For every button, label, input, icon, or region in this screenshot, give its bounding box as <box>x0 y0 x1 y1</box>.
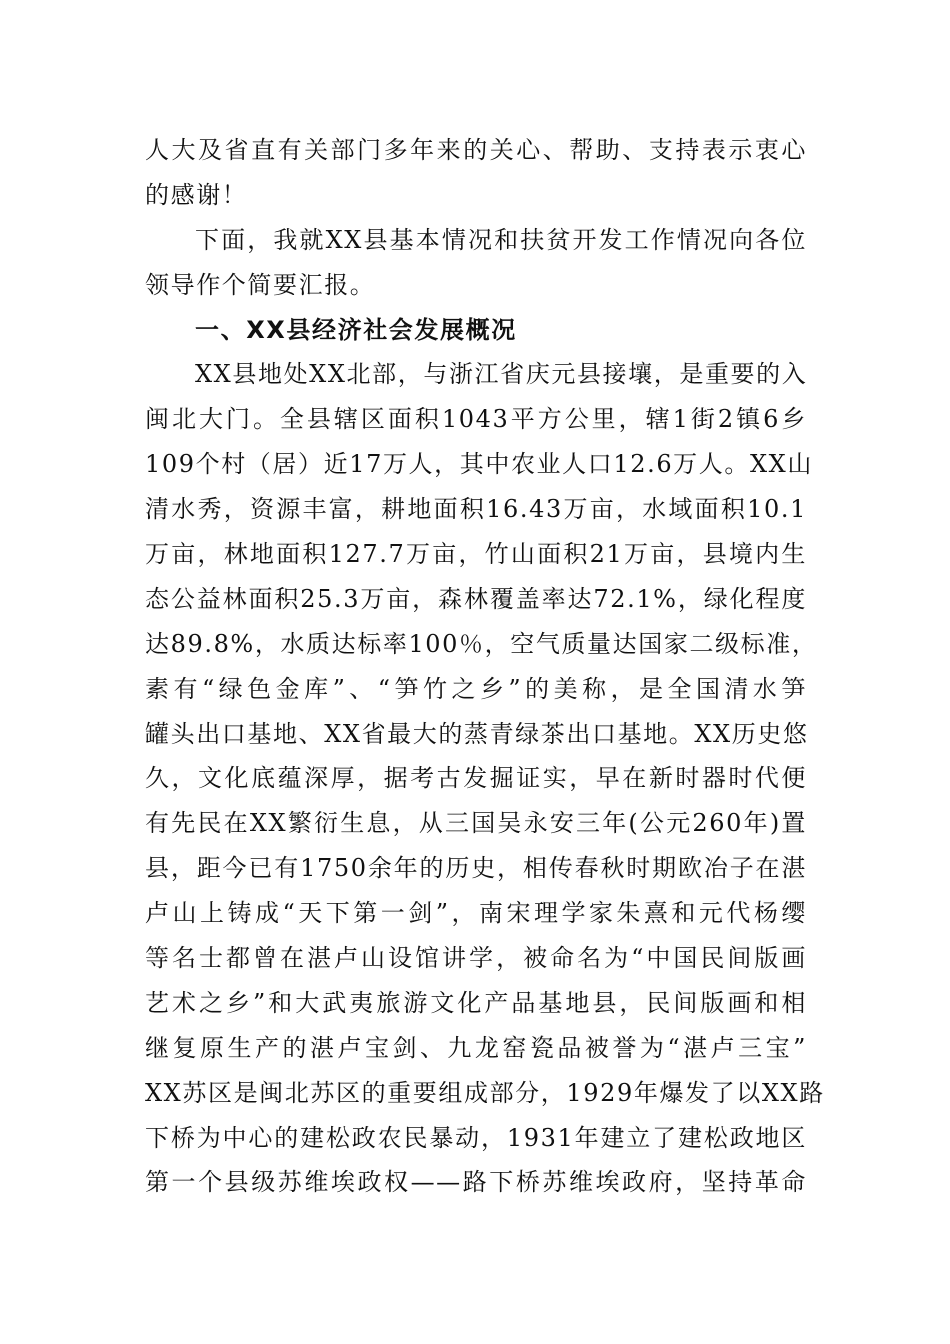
text-line: XX苏区是闽北苏区的重要组成部分，1929年爆发了以XX路 <box>145 1078 825 1107</box>
text-line: 清水秀，资源丰富，耕地面积16.43万亩，水域面积10.1 <box>145 495 807 524</box>
text-line: 的感谢！ <box>145 180 248 209</box>
text-line: 万亩，林地面积127.7万亩，竹山面积21万亩，县境内生 <box>145 540 807 569</box>
paragraph-start-line: 下面，我就XX县基本情况和扶贫开发工作情况向各位 <box>195 225 807 254</box>
text-line: 第一个县级苏维埃政权——路下桥苏维埃政府，坚持革命 <box>145 1168 807 1197</box>
section-heading: 一、XX县经济社会发展概况 <box>195 315 517 344</box>
text-line: 卢山上铸成“天下第一剑”，南宋理学家朱熹和元代杨缨 <box>145 899 807 928</box>
text-line: 下桥为中心的建松政农民暴动，1931年建立了建松政地区 <box>145 1123 807 1152</box>
text-line: 等名士都曾在湛卢山设馆讲学，被命名为“中国民间版画 <box>145 944 807 973</box>
text-line: 闽北大门。全县辖区面积1043平方公里，辖1街2镇6乡 <box>145 405 807 434</box>
text-line: 人大及省直有关部门多年来的关心、帮助、支持表示衷心 <box>145 136 807 164</box>
text-line: 县，距今已有1750余年的历史，相传春秋时期欧冶子在湛 <box>145 854 807 883</box>
text-line: 有先民在XX繁衍生息，从三国吴永安三年(公元260年)置 <box>145 809 807 838</box>
text-line: 久，文化底蕴深厚，据考古发掘证实，早在新时器时代便 <box>145 764 807 793</box>
paragraph-start-line: XX县地处XX北部，与浙江省庆元县接壤，是重要的入 <box>195 360 808 389</box>
body-text <box>145 128 825 1205</box>
text-line: 继复原生产的湛卢宝剑、九龙窑瓷品被誉为“湛卢三宝” <box>145 1033 807 1062</box>
text-line: 素有“绿色金库”、“笋竹之乡”的美称，是全国清水笋 <box>145 674 807 703</box>
text-line: 态公益林面积25.3万亩，森林覆盖率达72.1%，绿化程度 <box>145 584 807 613</box>
text-line: 109个村（居）近17万人，其中农业人口12.6万人。XX山 <box>145 450 813 479</box>
text-line: 艺术之乡”和大武夷旅游文化产品基地县，民间版画和相 <box>145 988 807 1017</box>
text-line: 领导作个简要汇报。 <box>145 270 376 299</box>
text-line: 罐头出口基地、XX省最大的蒸青绿茶出口基地。XX历史悠 <box>145 719 809 748</box>
text-line: 达89.8%，水质达标率100％，空气质量达国家二级标准， <box>145 629 818 658</box>
